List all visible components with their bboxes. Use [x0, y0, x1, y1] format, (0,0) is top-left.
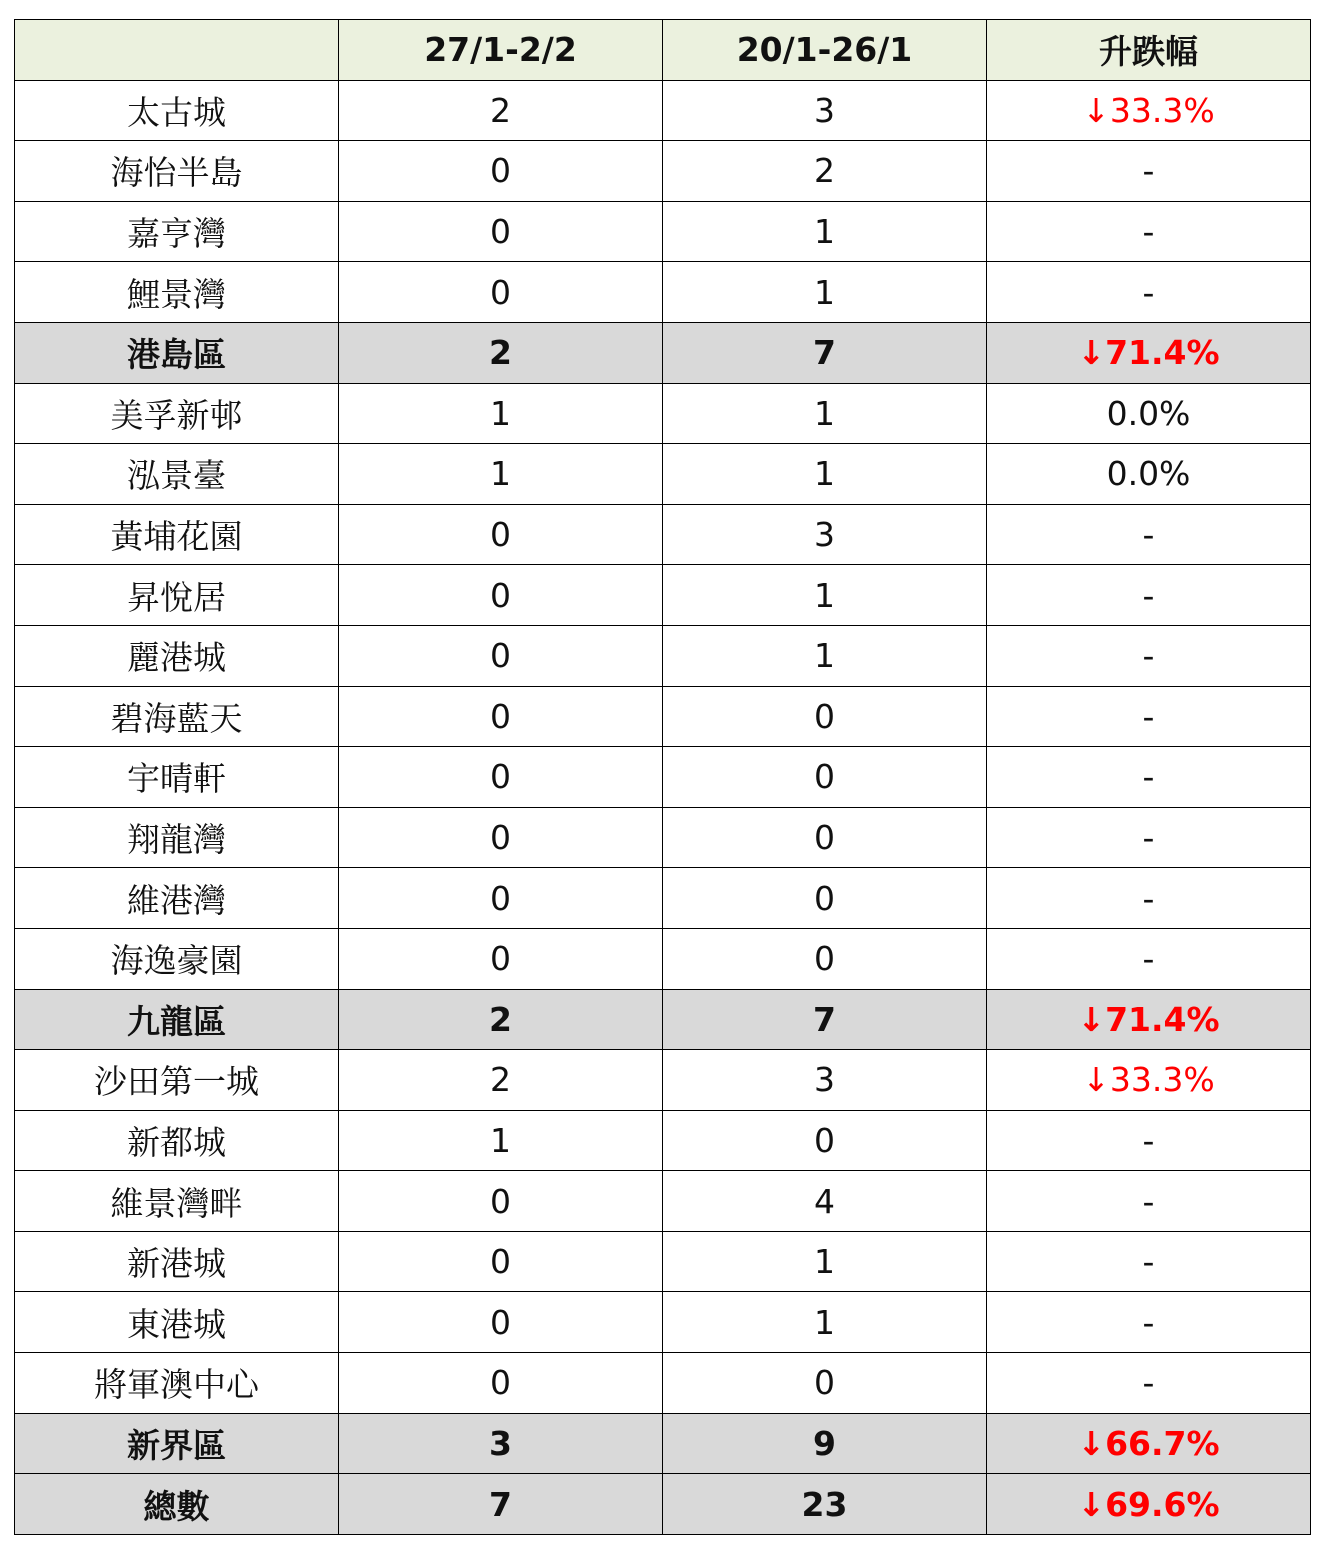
estate-name-cell: 嘉亨灣: [15, 201, 339, 262]
current-week-cell: 0: [339, 1231, 663, 1292]
change-cell: -: [987, 201, 1311, 262]
header-change: 升跌幅: [987, 20, 1311, 81]
estate-name-cell: 九龍區: [15, 989, 339, 1050]
current-week-cell: 0: [339, 1353, 663, 1414]
current-week-cell: 2: [339, 1050, 663, 1111]
change-cell: -: [987, 868, 1311, 929]
header-row: [15, 20, 1311, 81]
estate-name-cell: 翔龍灣: [15, 807, 339, 868]
change-cell: -: [987, 1231, 1311, 1292]
previous-week-cell: 0: [663, 868, 987, 929]
change-cell: -: [987, 262, 1311, 323]
table-row: [15, 565, 1311, 626]
subtotal-row: [15, 1413, 1311, 1474]
table-row: [15, 1353, 1311, 1414]
change-cell: -: [987, 141, 1311, 202]
table-row: [15, 625, 1311, 686]
previous-week-cell: 3: [663, 1050, 987, 1111]
header-estate: [15, 20, 339, 81]
estate-name-cell: 港島區: [15, 322, 339, 383]
estate-name-cell: 麗港城: [15, 625, 339, 686]
current-week-cell: 2: [339, 322, 663, 383]
previous-week-cell: 0: [663, 928, 987, 989]
estate-name-cell: 新都城: [15, 1110, 339, 1171]
change-cell: ↓71.4%: [987, 989, 1311, 1050]
previous-week-cell: 1: [663, 1231, 987, 1292]
estate-name-cell: 海怡半島: [15, 141, 339, 202]
table-row: [15, 383, 1311, 444]
current-week-cell: 0: [339, 1292, 663, 1353]
previous-week-cell: 1: [663, 201, 987, 262]
table-row: [15, 141, 1311, 202]
current-week-cell: 0: [339, 1171, 663, 1232]
previous-week-cell: 0: [663, 807, 987, 868]
previous-week-cell: 3: [663, 504, 987, 565]
current-week-cell: 1: [339, 444, 663, 505]
change-cell: -: [987, 565, 1311, 626]
previous-week-cell: 1: [663, 262, 987, 323]
current-week-cell: 0: [339, 565, 663, 626]
estate-name-cell: 維景灣畔: [15, 1171, 339, 1232]
change-cell: -: [987, 1110, 1311, 1171]
current-week-cell: 0: [339, 625, 663, 686]
estate-name-cell: 泓景臺: [15, 444, 339, 505]
estate-name-cell: 美孚新邨: [15, 383, 339, 444]
previous-week-cell: 4: [663, 1171, 987, 1232]
change-cell: -: [987, 1171, 1311, 1232]
estate-name-cell: 新港城: [15, 1231, 339, 1292]
previous-week-cell: 1: [663, 625, 987, 686]
estate-name-cell: 沙田第一城: [15, 1050, 339, 1111]
table-row: [15, 444, 1311, 505]
previous-week-cell: 1: [663, 444, 987, 505]
current-week-cell: 0: [339, 141, 663, 202]
previous-week-cell: 7: [663, 989, 987, 1050]
header-previous-week: 20/1-26/1: [663, 20, 987, 81]
current-week-cell: 0: [339, 201, 663, 262]
estate-name-cell: 東港城: [15, 1292, 339, 1353]
previous-week-cell: 0: [663, 1353, 987, 1414]
change-cell: -: [987, 1292, 1311, 1353]
current-week-cell: 0: [339, 868, 663, 929]
change-cell: ↓33.3%: [987, 80, 1311, 141]
table-row: [15, 1292, 1311, 1353]
change-cell: 0.0%: [987, 383, 1311, 444]
table-row: [15, 807, 1311, 868]
change-cell: -: [987, 747, 1311, 808]
estate-name-cell: 維港灣: [15, 868, 339, 929]
previous-week-cell: 2: [663, 141, 987, 202]
table-row: [15, 504, 1311, 565]
estate-name-cell: 黃埔花園: [15, 504, 339, 565]
estate-name-cell: 新界區: [15, 1413, 339, 1474]
table-row: [15, 1231, 1311, 1292]
estate-name-cell: 海逸豪園: [15, 928, 339, 989]
table-row: [15, 928, 1311, 989]
previous-week-cell: 9: [663, 1413, 987, 1474]
estate-name-cell: 鯉景灣: [15, 262, 339, 323]
current-week-cell: 0: [339, 686, 663, 747]
current-week-cell: 0: [339, 504, 663, 565]
previous-week-cell: 1: [663, 1292, 987, 1353]
change-cell: ↓69.6%: [987, 1474, 1311, 1535]
table-header: [15, 20, 1311, 81]
change-cell: -: [987, 686, 1311, 747]
current-week-cell: 0: [339, 747, 663, 808]
previous-week-cell: 1: [663, 565, 987, 626]
current-week-cell: 2: [339, 989, 663, 1050]
change-cell: -: [987, 625, 1311, 686]
previous-week-cell: 7: [663, 322, 987, 383]
previous-week-cell: 0: [663, 747, 987, 808]
current-week-cell: 0: [339, 928, 663, 989]
change-cell: ↓66.7%: [987, 1413, 1311, 1474]
table-row: [15, 747, 1311, 808]
table-row: [15, 201, 1311, 262]
table-row: [15, 868, 1311, 929]
table-body: [15, 80, 1311, 1534]
header-current-week: 27/1-2/2: [339, 20, 663, 81]
current-week-cell: 1: [339, 383, 663, 444]
change-cell: -: [987, 1353, 1311, 1414]
data-table-wrapper: [14, 19, 1310, 1535]
change-cell: -: [987, 504, 1311, 565]
previous-week-cell: 23: [663, 1474, 987, 1535]
estate-name-cell: 碧海藍天: [15, 686, 339, 747]
subtotal-row: [15, 1474, 1311, 1535]
transactions-table: [14, 19, 1311, 1535]
table-row: [15, 1110, 1311, 1171]
estate-name-cell: 宇晴軒: [15, 747, 339, 808]
previous-week-cell: 0: [663, 686, 987, 747]
table-row: [15, 1050, 1311, 1111]
change-cell: -: [987, 807, 1311, 868]
change-cell: -: [987, 928, 1311, 989]
previous-week-cell: 3: [663, 80, 987, 141]
change-cell: ↓71.4%: [987, 322, 1311, 383]
current-week-cell: 7: [339, 1474, 663, 1535]
estate-name-cell: 總數: [15, 1474, 339, 1535]
table-row: [15, 686, 1311, 747]
change-cell: ↓33.3%: [987, 1050, 1311, 1111]
table-row: [15, 262, 1311, 323]
estate-name-cell: 昇悅居: [15, 565, 339, 626]
current-week-cell: 1: [339, 1110, 663, 1171]
table-row: [15, 80, 1311, 141]
previous-week-cell: 0: [663, 1110, 987, 1171]
estate-name-cell: 太古城: [15, 80, 339, 141]
current-week-cell: 3: [339, 1413, 663, 1474]
previous-week-cell: 1: [663, 383, 987, 444]
change-cell: 0.0%: [987, 444, 1311, 505]
current-week-cell: 0: [339, 262, 663, 323]
current-week-cell: 0: [339, 807, 663, 868]
current-week-cell: 2: [339, 80, 663, 141]
estate-name-cell: 將軍澳中心: [15, 1353, 339, 1414]
subtotal-row: [15, 322, 1311, 383]
subtotal-row: [15, 989, 1311, 1050]
table-row: [15, 1171, 1311, 1232]
